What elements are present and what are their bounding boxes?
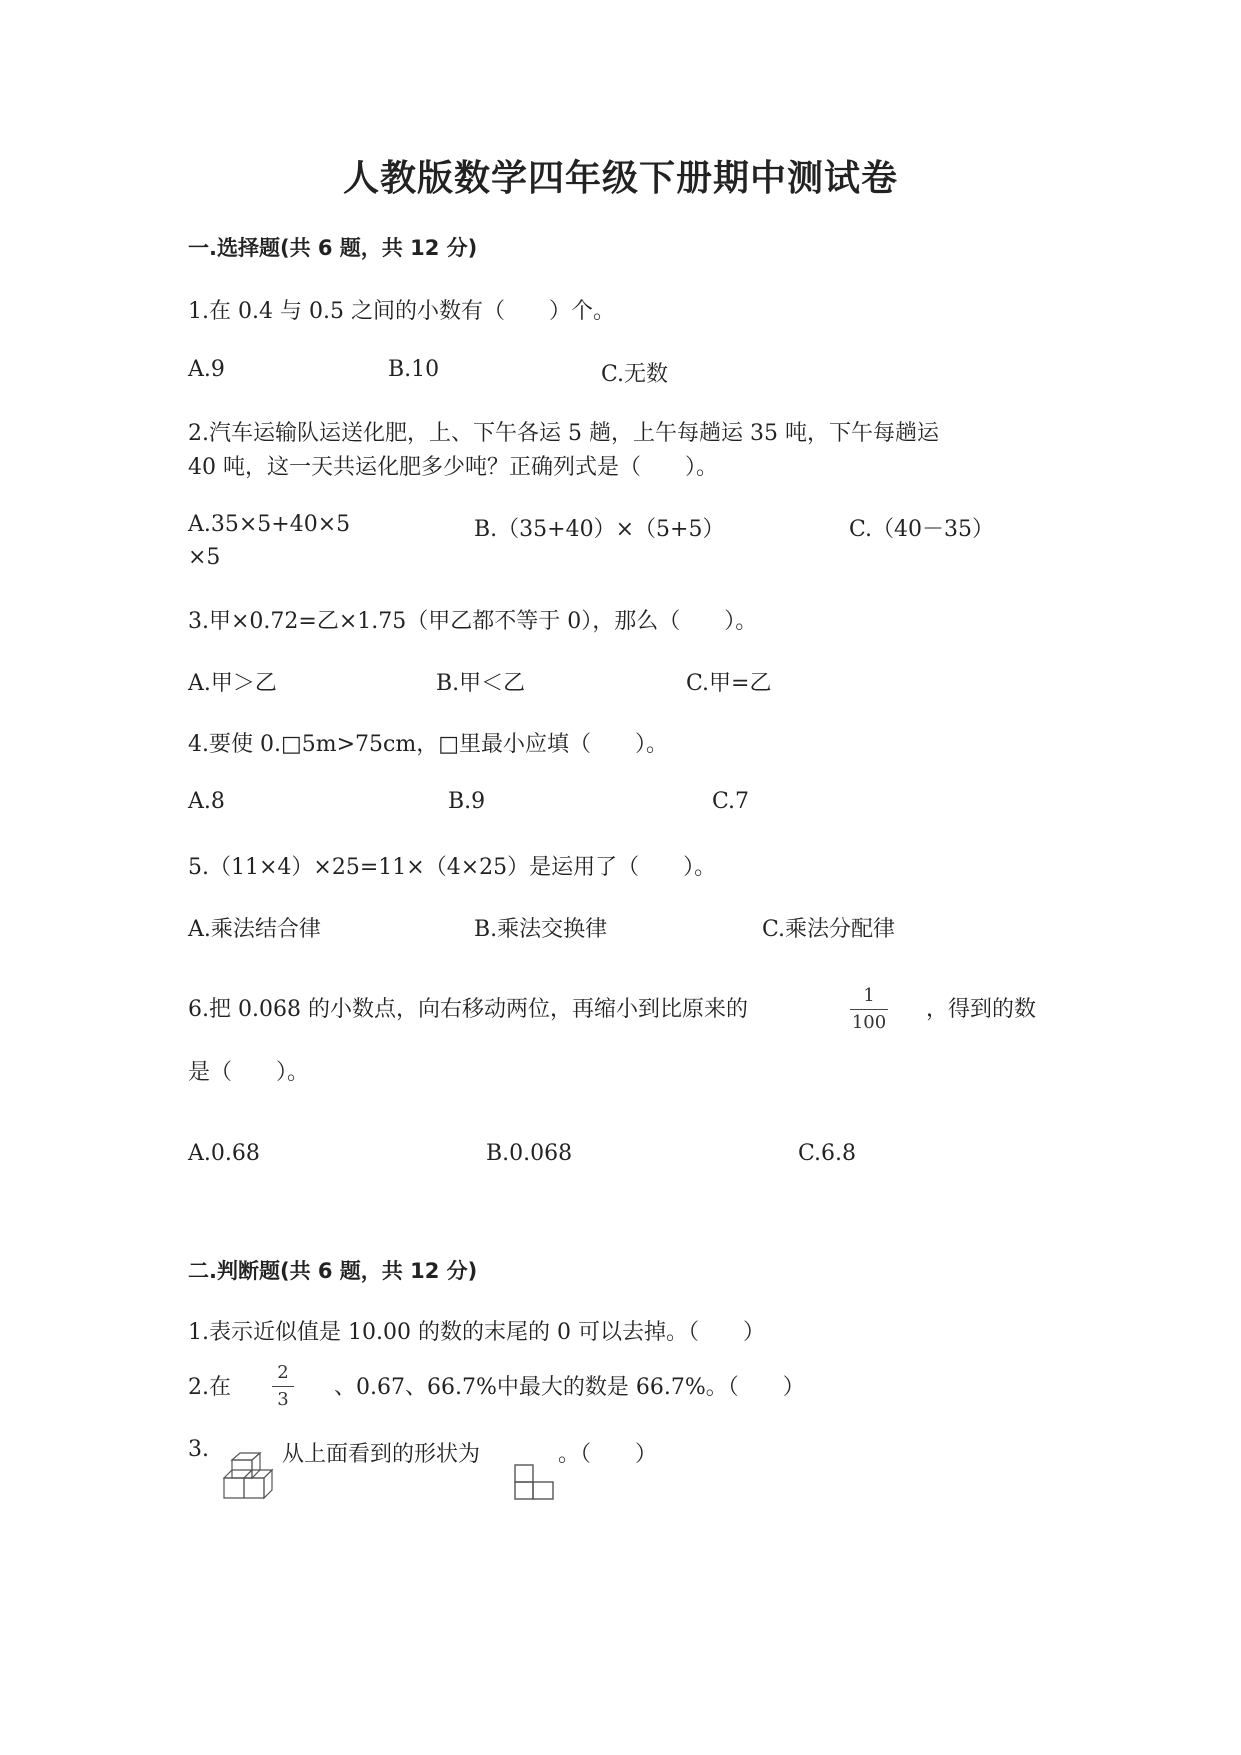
question-3-option-b: B.甲＜乙	[436, 671, 526, 696]
question-5-option-c: C.乘法分配律	[762, 917, 896, 942]
section-heading-judge: 二.判断题(共 6 题，共 12 分)	[188, 1259, 478, 1283]
question-6-text-part1: 6.把 0.068 的小数点，向右移动两位，再缩小到比原来的	[188, 997, 748, 1022]
question-3-option-c: C.甲=乙	[686, 671, 772, 696]
question-1-option-b: B.10	[388, 357, 440, 382]
question-6-option-c: C.6.8	[798, 1141, 857, 1166]
fraction-numerator: 2	[277, 1362, 289, 1383]
question-4-text: 4.要使 0.□5m>75cm，□里最小应填（ ）。	[188, 732, 669, 757]
question-6-text-part2: ，得到的数	[926, 997, 1037, 1022]
top-view-figure	[514, 1464, 556, 1500]
question-6-option-a: A.0.68	[188, 1141, 260, 1166]
judge-3-text-part2: 从上面看到的形状为	[282, 1442, 481, 1467]
question-2-option-a: A.35×5+40×5	[188, 512, 351, 537]
question-1-text: 1.在 0.4 与 0.5 之间的小数有（ ）个。	[188, 299, 615, 324]
question-2-option-c-cont: ×5	[188, 545, 221, 570]
question-4-option-c: C.7	[712, 789, 750, 814]
judge-2-text-part2: 、0.67、66.7%中最大的数是 66.7%。（ ）	[334, 1375, 805, 1400]
question-4-option-b: B.9	[448, 789, 486, 814]
section-heading-choice: 一.选择题(共 6 题，共 12 分)	[188, 236, 478, 260]
fraction-numerator: 1	[863, 985, 875, 1006]
question-5-text: 5.（11×4）×25=11×（4×25）是运用了（ ）。	[188, 855, 717, 880]
question-6-option-b: B.0.068	[486, 1141, 573, 1166]
question-2-text-line1: 2.汽车运输队运送化肥，上、下午各运 5 趟，上午每趟运 35 吨，下午每趟运	[188, 421, 939, 446]
question-2-option-b: B.（35+40）×（5+5）	[474, 517, 725, 542]
question-5-option-a: A.乘法结合律	[188, 917, 321, 942]
page-title: 人教版数学四年级下册期中测试卷	[342, 158, 898, 199]
question-4-option-a: A.8	[188, 789, 225, 814]
question-3-option-a: A.甲＞乙	[188, 671, 277, 696]
question-1-option-c: C.无数	[601, 362, 669, 387]
judge-2-fraction	[272, 1362, 294, 1411]
question-3-text: 3.甲×0.72=乙×1.75（甲乙都不等于 0），那么（ ）。	[188, 609, 758, 634]
question-6-text-line2: 是（ ）。	[188, 1060, 310, 1085]
question-2-option-c: C.（40－35）	[849, 517, 995, 542]
judge-3-text-part1: 3.	[188, 1437, 209, 1462]
judge-1-text: 1.表示近似值是 10.00 的数的末尾的 0 可以去掉。（ ）	[188, 1320, 765, 1345]
judge-3-text-part3: 。（ ）	[558, 1442, 658, 1467]
judge-2-text-part1: 2.在	[188, 1375, 231, 1400]
fraction-bar	[850, 1009, 888, 1010]
question-1-option-a: A.9	[188, 357, 225, 382]
question-6-fraction	[850, 985, 888, 1034]
fraction-bar	[272, 1386, 294, 1387]
question-2-text-line2: 40 吨，这一天共运化肥多少吨？正确列式是（ ）。	[188, 455, 718, 480]
fraction-denominator: 3	[277, 1389, 289, 1410]
cube-stack-figure	[222, 1452, 282, 1500]
fraction-denominator: 100	[851, 1012, 887, 1033]
question-5-option-b: B.乘法交换律	[474, 917, 608, 942]
